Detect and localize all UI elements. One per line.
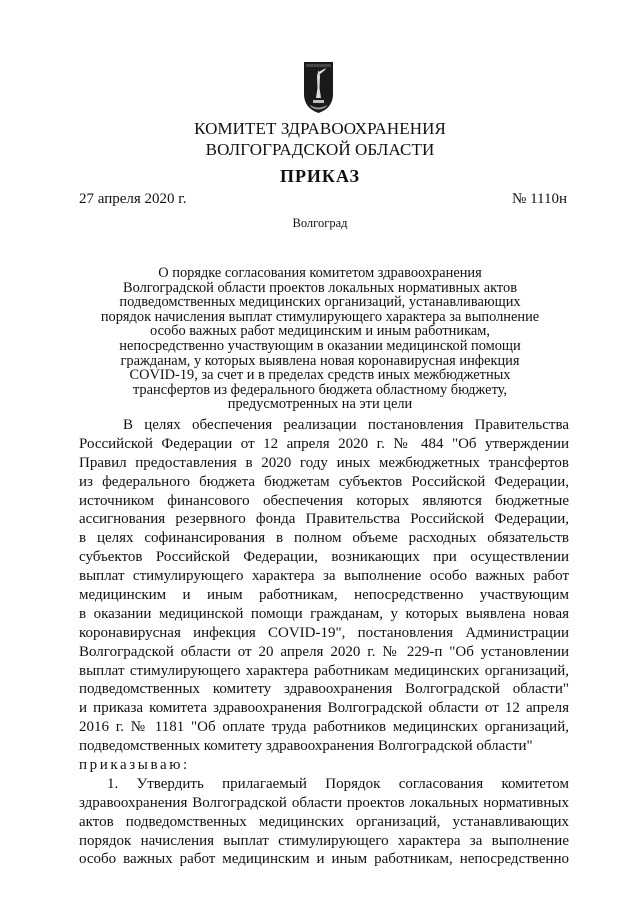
title-line: COVID-19, за счет и в пределах средств иных межбюджетных [129,367,511,384]
body-line: источником финансового обеспечения которых являются бюджетные [79,492,569,509]
body-line: в оказании медицинской помощи гражданам, у которых выявлена новая [79,605,569,622]
title-line: непосредственно участвующим в оказании медицинской помощи [119,337,521,354]
document-city: Волгоград [292,216,348,230]
title-line: предусмотренных на эти цели [227,396,413,413]
body-line: подведомственных комитету здравоохранения Волгоградской области" [79,738,533,755]
volgograd-coat-of-arms-icon [302,58,335,114]
title-line: особо важных работ медицинским и иным работникам, [150,323,490,340]
body-line: субъектов Российской Федерации, возникающих при осуществлении [79,549,569,566]
body-line: выплат стимулирующего характера за выполнение особо важных работ [79,568,569,585]
body-line: подведомственных комитету здравоохранения Волгоградской области" [79,681,569,698]
body-line: актов подведомственных медицинских организаций, устанавливающих [79,813,569,830]
body-line: ассигнования резервного фонда Правительства Российской Федерации, [79,511,569,528]
body-line: и приказа комитета здравоохранения Волгоградской области от 12 апреля [79,700,569,717]
body-line: 2016 г. № 1181 "Об оплате труда работников медицинских организаций, [79,719,569,736]
title-line: порядок начисления выплат стимулирующего характера за выполнение [100,308,540,325]
body-line: особо важных работ медицинским и иным работникам, непосредственно [79,851,569,868]
body-line: здравоохранения Волгоградской области проектов локальных нормативных [79,794,569,811]
body-line: медицинским и иным работникам, непосредственно участвующим [79,587,569,604]
title-line: трансфертов из федерального бюджета областному бюджету, [132,381,508,398]
body-line: Правил предоставления в 2020 году иных межбюджетных трансфертов [79,454,569,471]
document-title [90,266,550,412]
body-line: из федерального бюджета бюджетам субъектов Российской Федерации, [79,473,569,490]
organization-name-line2: ВОЛГОГРАДСКОЙ ОБЛАСТИ [205,140,435,159]
body-line: в целях софинансирования в полном объеме расходных обязательств [79,530,569,547]
body-line: Российской Федерации от 12 апреля 2020 г. № 484 "Об утверждении [79,435,569,452]
body-line: Волгоградской области от 20 апреля 2020 г. № 229-п "Об установлении [79,643,569,660]
order-word: приказываю: [79,757,190,774]
document-body [79,416,569,869]
body-line: В целях обеспечения реализации постановления Правительства [123,417,569,433]
title-line: гражданам, у которых выявлена новая коронавирусная инфекция [120,352,520,369]
title-line: подведомственных медицинских организаций, устанавливающих [119,294,521,311]
document-type: ПРИКАЗ [279,166,361,186]
document-date: 27 апреля 2020 г. [79,191,187,207]
title-line: Волгоградской области проектов локальных нормативных актов [122,279,517,296]
title-line: О порядке согласования комитетом здравоохранения [158,265,482,281]
document-number: № 1110н [512,191,567,207]
body-line-item-1: 1. Утвердить прилагаемый Порядок согласования комитетом [107,775,569,792]
body-line: коронавирусная инфекция COVID-19", постановления Администрации [79,624,569,641]
organization-name-line1: КОМИТЕТ ЗДРАВООХРАНЕНИЯ [194,119,446,138]
body-line: выплат стимулирующего характера работникам медицинских организаций, [79,662,569,679]
body-line: порядок начисления выплат стимулирующего характера за выполнение [79,832,569,849]
